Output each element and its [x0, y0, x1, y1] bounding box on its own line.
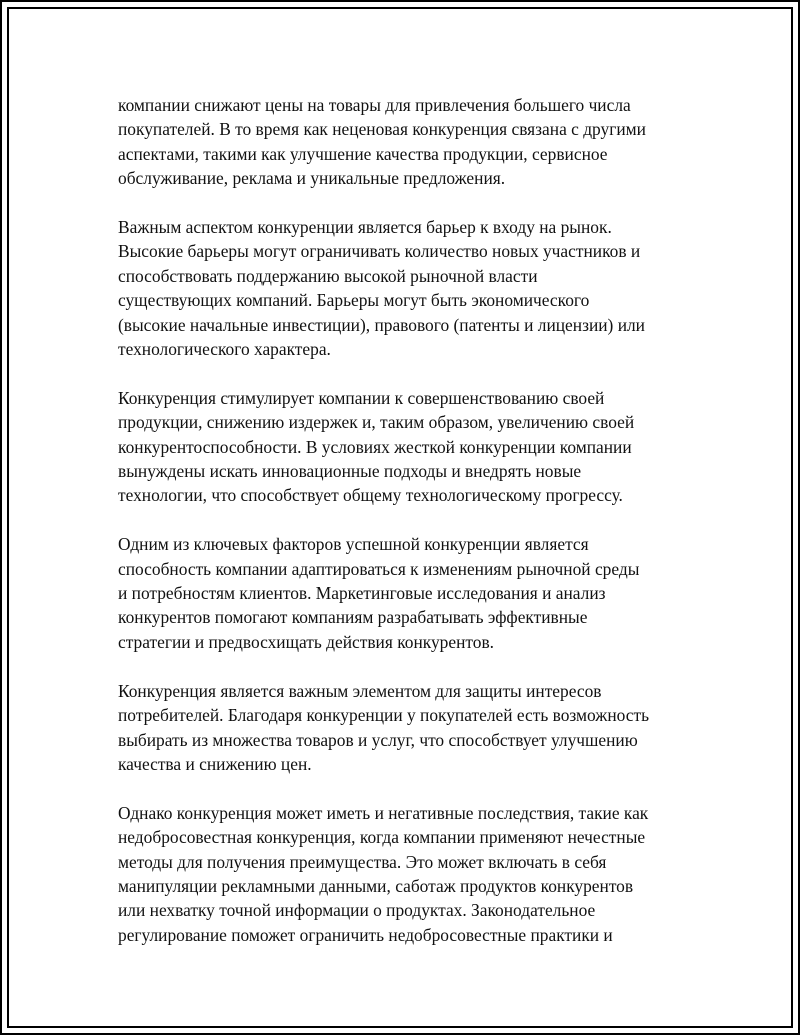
- paragraph-6: [118, 801, 708, 947]
- document-body: [118, 93, 708, 972]
- text-line: вынуждены искать инновационные подходы и внедрять новые: [118, 461, 582, 482]
- text-line: Конкуренция стимулирует компании к совершенствованию своей: [118, 387, 605, 408]
- paragraph-3: [118, 386, 708, 508]
- text-line: обслуживание, реклама и уникальные предложения.: [118, 168, 506, 189]
- paragraph-1: [118, 93, 708, 191]
- text-line: потребителей. Благодаря конкуренции у покупателей есть возможность: [118, 705, 649, 726]
- text-line: манипуляции рекламными данными, саботаж продуктов конкурентов: [118, 875, 634, 896]
- text-line: (высокие начальные инвестиции), правового (патенты и лицензии) или: [118, 314, 645, 335]
- text-line: и потребностям клиентов. Маркетинговые исследования и анализ: [118, 583, 606, 604]
- text-line: конкурентоспособности. В условиях жесткой конкуренции компании: [118, 436, 632, 457]
- text-line: Однако конкуренция может иметь и негативные последствия, такие как: [118, 802, 649, 823]
- paragraph-2: [118, 215, 708, 361]
- text-line: Конкуренция является важным элементом для защиты интересов: [118, 680, 602, 701]
- text-line: технологического характера.: [118, 339, 331, 360]
- text-line: качества и снижению цен.: [118, 753, 312, 774]
- text-line: покупателей. В то время как неценовая конкуренция связана с другими: [118, 119, 646, 140]
- text-line: Важным аспектом конкуренции является барьер к входу на рынок.: [118, 217, 612, 238]
- text-line: компании снижают цены на товары для привлечения большего числа: [118, 95, 631, 115]
- paragraph-4: [118, 532, 708, 654]
- text-line: способствовать поддержанию высокой рыночной власти: [118, 265, 538, 286]
- text-line: конкурентов помогают компаниям разрабатывать эффективные: [118, 607, 588, 628]
- text-line: стратегии и предвосхищать действия конкурентов.: [118, 631, 495, 652]
- text-line: Одним из ключевых факторов успешной конкуренции является: [118, 534, 589, 555]
- paragraph-5: [118, 679, 708, 777]
- text-line: существующих компаний. Барьеры могут быть экономического: [118, 290, 590, 311]
- text-line: аспектами, такими как улучшение качества продукции, сервисное: [118, 143, 608, 164]
- text-line: способность компании адаптироваться к изменениям рыночной среды: [118, 558, 640, 579]
- text-line: выбирать из множества товаров и услуг, что способствует улучшению: [118, 729, 638, 750]
- text-line: продукции, снижению издержек и, таким образом, увеличению своей: [118, 412, 635, 433]
- text-line: Высокие барьеры могут ограничивать количество новых участников и: [118, 241, 641, 262]
- text-line: недобросовестная конкуренция, когда компании применяют нечестные: [118, 827, 646, 848]
- text-line: технологии, что способствует общему технологическому прогрессу.: [118, 485, 623, 506]
- text-line: регулирование поможет ограничить недобросовестные практики и: [118, 924, 613, 945]
- text-line: или нехватку точной информации о продуктах. Законодательное: [118, 900, 596, 921]
- text-line: методы для получения преимущества. Это может включать в себя: [118, 851, 607, 872]
